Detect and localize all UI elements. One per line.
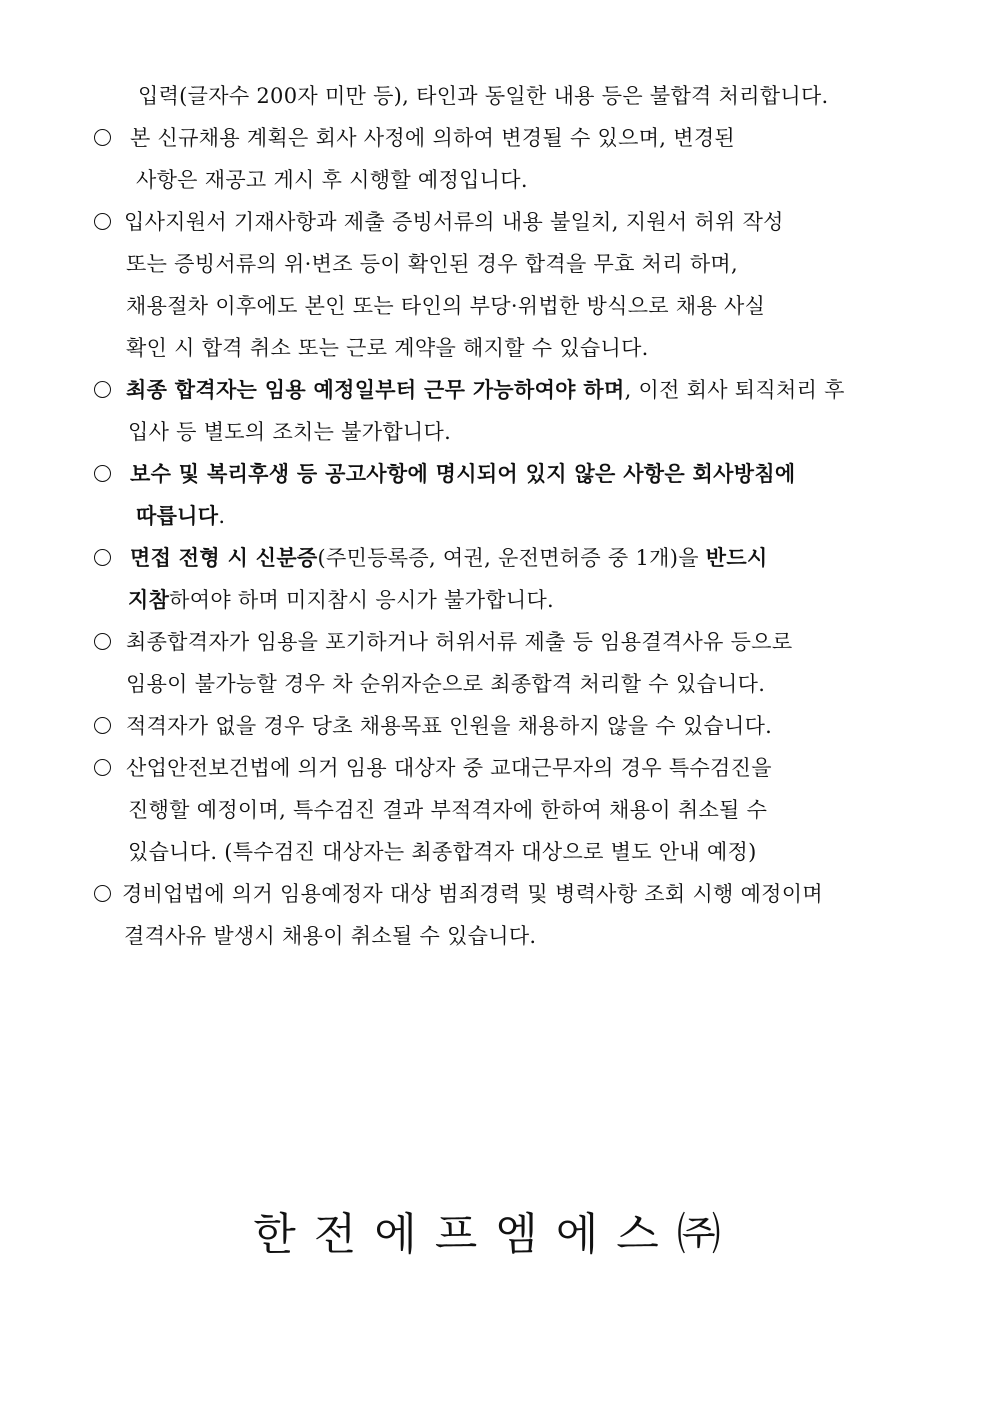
- text-segment: 있습니다. (특수검진 대상자는 최종합격자 대상으로 별도 안내 예정): [128, 840, 757, 864]
- text-line: [126, 628, 792, 656]
- bullet-circle-icon: [94, 759, 111, 776]
- text-line: [124, 922, 536, 950]
- text-line: [136, 502, 225, 530]
- text-line: [128, 796, 767, 824]
- text-segment: 입력(글자수 200자 미만 등), 타인과 동일한 내용 등은 불합격 처리합니다.: [138, 84, 829, 108]
- bullet-circle-icon: [94, 885, 111, 902]
- bold-text-segment: 최종 합격자는 임용 예정일부터 근무 가능하여야 하며: [126, 377, 625, 402]
- bold-text-segment: 지참: [128, 587, 170, 612]
- text-line: [138, 82, 829, 110]
- text-line: [126, 250, 738, 278]
- text-line: [136, 166, 528, 194]
- text-line: [124, 208, 784, 236]
- text-segment: 적격자가 없을 경우 당초 채용목표 인원을 채용하지 않을 수 있습니다.: [126, 714, 773, 738]
- text-segment: 하여야 하며 미지참시 응시가 불가합니다.: [169, 588, 555, 612]
- bullet-circle-icon: [94, 717, 111, 734]
- text-line: [130, 544, 768, 572]
- bullet-circle-icon: [94, 633, 111, 650]
- text-line: [126, 754, 772, 782]
- company-name: 한전에프엠에스㈜: [253, 1209, 739, 1260]
- text-line: [126, 334, 649, 362]
- text-line: [126, 712, 772, 740]
- text-line: [126, 376, 845, 404]
- text-line: [128, 586, 554, 614]
- text-segment: 산업안전보건법에 의거 임용 대상자 중 교대근무자의 경우 특수검진을: [126, 756, 772, 780]
- text-segment: 입사 등 별도의 조치는 불가합니다.: [128, 420, 452, 444]
- bullet-circle-icon: [94, 549, 111, 566]
- text-segment: 결격사유 발생시 채용이 취소될 수 있습니다.: [124, 924, 537, 948]
- text-segment: 경비업법에 의거 임용예정자 대상 범죄경력 및 병력사항 조회 시행 예정이며: [122, 882, 823, 906]
- bullet-circle-icon: [94, 213, 111, 230]
- text-segment: 채용절차 이후에도 본인 또는 타인의 부당·위법한 방식으로 채용 사실: [126, 294, 766, 318]
- text-segment: 최종합격자가 임용을 포기하거나 허위서류 제출 등 임용결격사유 등으로: [126, 630, 793, 654]
- text-line: [122, 880, 823, 908]
- text-line: [128, 418, 451, 446]
- text-segment: 사항은 재공고 게시 후 시행할 예정입니다.: [136, 168, 528, 192]
- bold-text-segment: 면접 전형 시 신분증: [130, 545, 318, 570]
- text-line: [128, 838, 757, 866]
- text-segment: (주민등록증, 여권, 운전면허증 중 1개)을: [317, 546, 706, 570]
- text-segment: .: [218, 504, 226, 528]
- text-segment: 입사지원서 기재사항과 제출 증빙서류의 내용 불일치, 지원서 허위 작성: [124, 210, 784, 234]
- bold-text-segment: 따릅니다: [136, 503, 219, 528]
- text-line: [126, 292, 765, 320]
- text-segment: 진행할 예정이며, 특수검진 결과 부적격자에 한하여 채용이 취소될 수: [128, 798, 768, 822]
- text-line: [130, 460, 796, 488]
- text-segment: 본 신규채용 계획은 회사 사정에 의하여 변경될 수 있으며, 변경된: [130, 126, 735, 150]
- text-segment: , 이전 회사 퇴직처리 후: [624, 378, 845, 402]
- bold-text-segment: 반드시: [705, 545, 768, 570]
- text-line: [126, 670, 765, 698]
- bullet-circle-icon: [94, 381, 111, 398]
- text-segment: 임용이 불가능할 경우 차 순위자순으로 최종합격 처리할 수 있습니다.: [126, 672, 766, 696]
- bold-text-segment: 보수 및 복리후생 등 공고사항에 명시되어 있지 않은 사항은 회사방침에: [130, 461, 796, 486]
- text-segment: 또는 증빙서류의 위·변조 등이 확인된 경우 합격을 무효 처리 하며,: [126, 252, 738, 276]
- bullet-circle-icon: [94, 129, 111, 146]
- text-segment: 확인 시 합격 취소 또는 근로 계약을 해지할 수 있습니다.: [126, 336, 649, 360]
- bullet-circle-icon: [94, 465, 111, 482]
- text-line: [130, 124, 735, 152]
